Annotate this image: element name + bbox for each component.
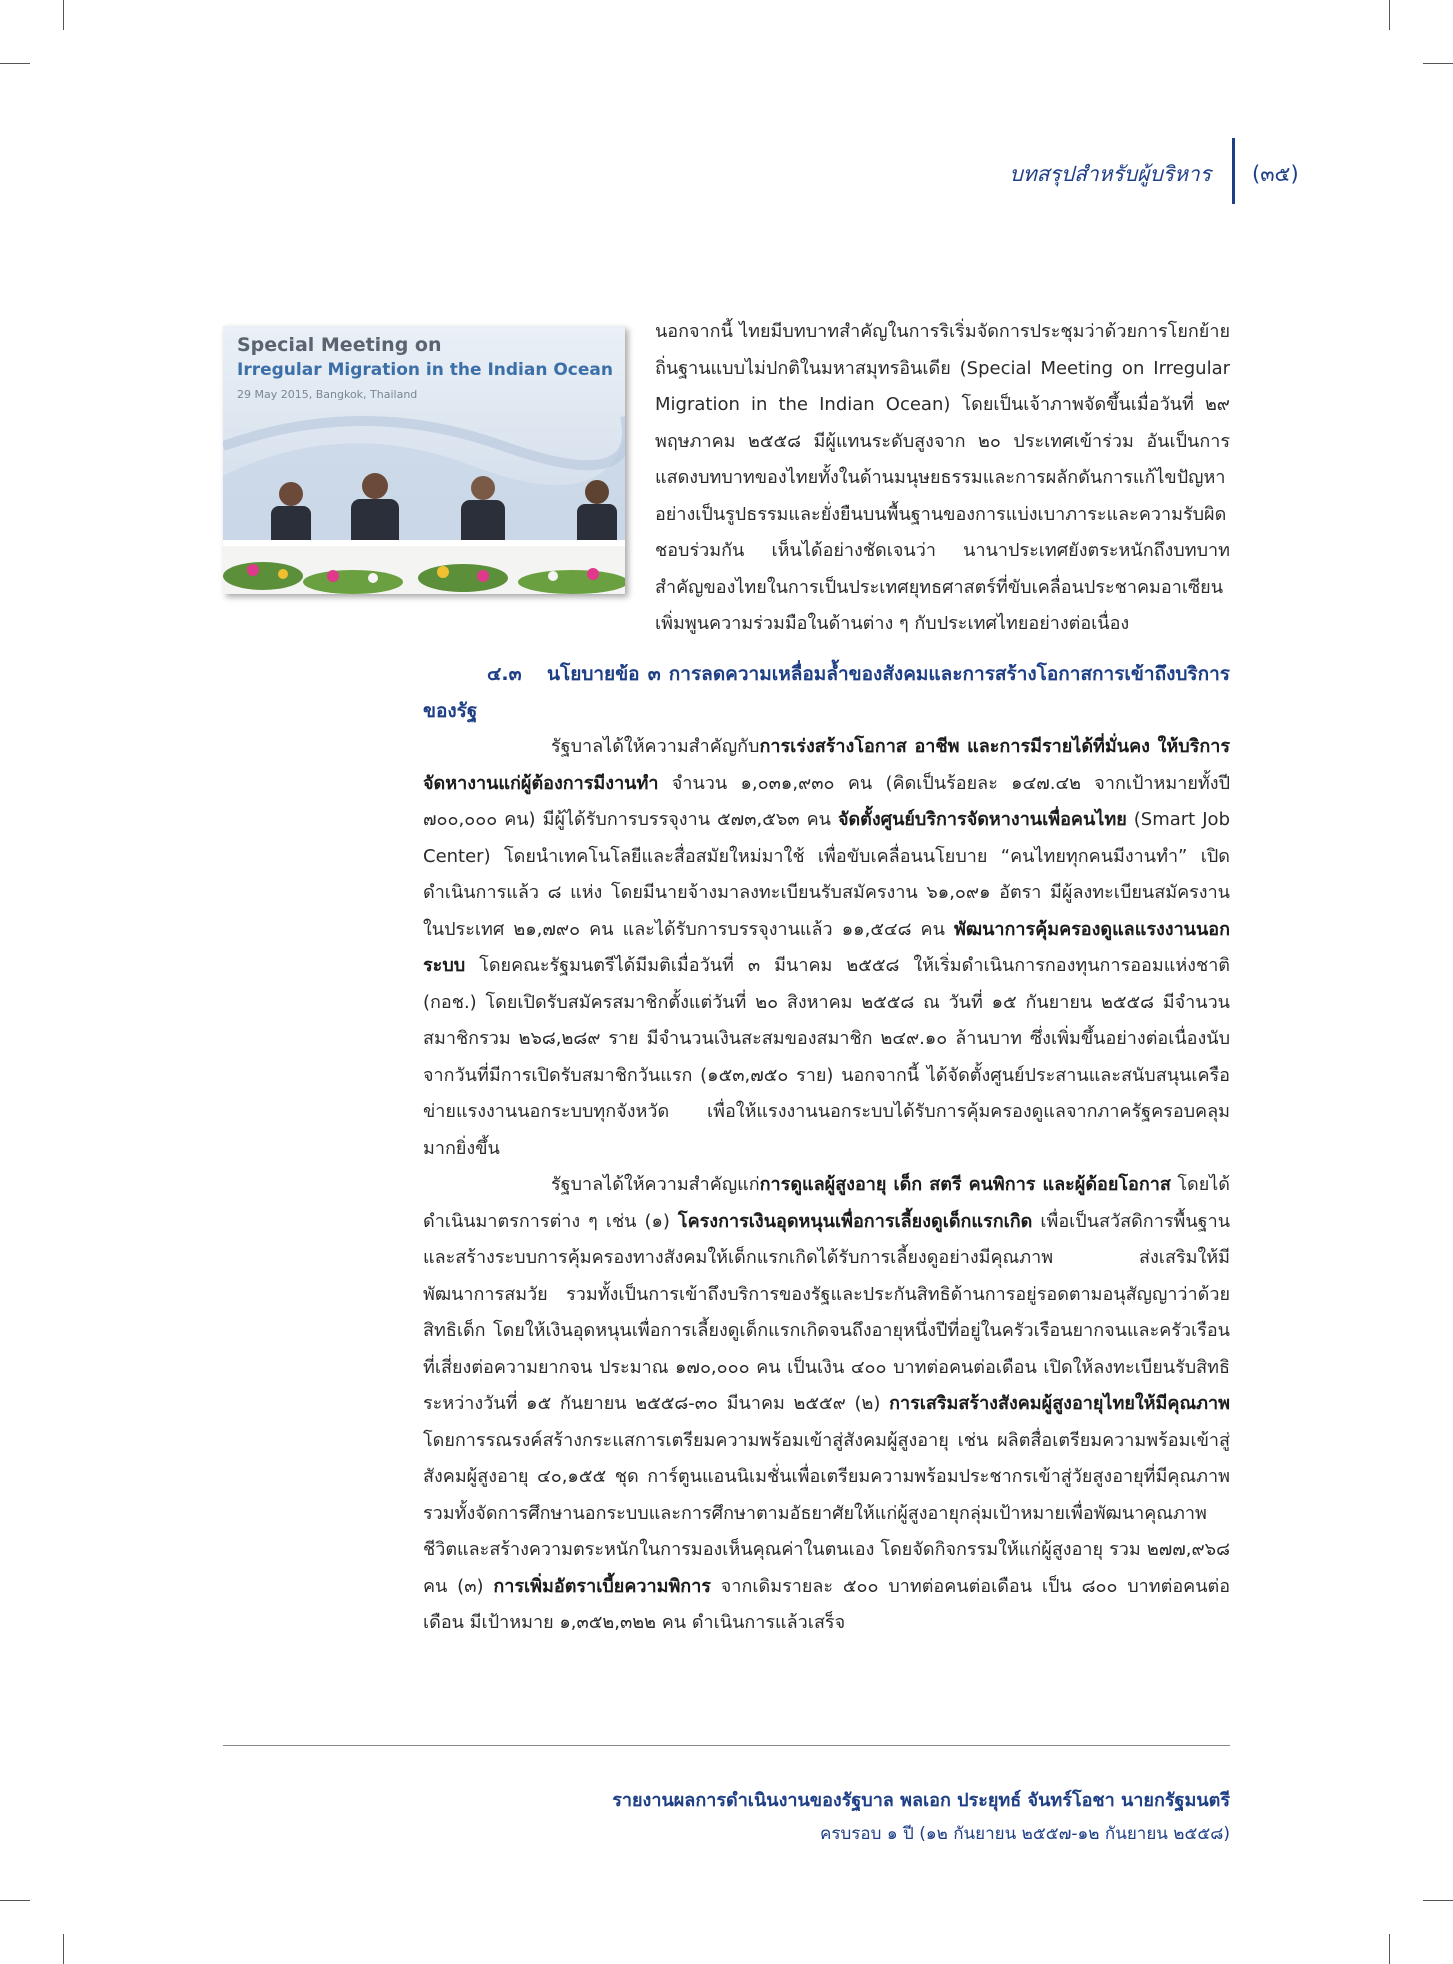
crop-mark — [1389, 0, 1390, 30]
crop-mark — [1423, 63, 1453, 64]
text-run: โดยได้ดำเนินมาตรการต่าง ๆ เช่น (๑) — [423, 1174, 1230, 1232]
footer-divider — [223, 1745, 1230, 1746]
section-number: ๔.๓ — [487, 663, 522, 685]
meeting-photo — [223, 326, 625, 594]
crop-mark — [1389, 1934, 1390, 1964]
footer-report-period: ครบรอบ ๑ ปี (๑๒ กันยายน ๒๕๕๗-๑๒ กันยายน ๒๕๕๘) — [819, 1824, 1230, 1844]
banner-title: Special Meeting on — [237, 334, 442, 356]
bold-run: การเสริมสร้างสังคมผู้สูงอายุไทยให้มีคุณภาพ — [889, 1393, 1230, 1414]
main-body — [423, 656, 1230, 1642]
crop-mark — [0, 63, 30, 64]
text-run: จากเดิมรายละ ๕๐๐ บาทต่อคนต่อเดือน เป็น ๘๐๐ บาทต่อคนต่อเดือน มีเป้าหมาย ๑,๓๕๒,๓๒๒ คน ดำเนินการแล้วเสร็จ — [423, 1575, 1230, 1633]
bold-run: โครงการเงินอุดหนุนเพื่อการเลี้ยงดูเด็กแรกเกิด — [677, 1210, 1033, 1232]
text-run: รัฐบาลได้ให้ความสำคัญกับ — [551, 736, 760, 757]
text-run: จำนวน ๑,๐๓๑,๙๓๐ คน (คิดเป็นร้อยละ ๑๔๗.๔๒ จากเป้าหมายทั้งปี ๗๐๐,๐๐๐ คน) มีผู้ได้รับการบรรจุงาน ๕๗๓,๕๖๓ คน — [423, 772, 1230, 830]
intro-text: นอกจากนี้ ไทยมีบทบาทสำคัญในการริเริ่มจัดการประชุมว่าด้วยการโยกย้ายถิ่นฐานแบบไม่ปกติในมหาสมุทรอินเดีย (Special Meeting on Irregular Migration in the Indian Ocean) โดยเป็นเจ้าภาพจัดขึ้นเมื่อวันที่ ๒๙ พฤษภาคม ๒๕๕๘ มีผู้แทนระดับสูงจาก ๒๐ ประเทศเข้าร่วม อันเป็นการแสดงบทบาทของไทยทั้งในด้านมนุษยธรรมและการผลักดันการแก้ไขปัญหาอย่างเป็นรูปธรรมและยั่งยืนบนพื้นฐานของการแบ่งเบาภาระและความรับผิดชอบร่วมกัน เห็นได้อย่างชัดเจนว่า นานาประเทศยังตระหนักถึงบทบาทสำคัญของไทยในการเป็นประเทศยุทธศาสตร์ที่ขับเคลื่อนประชาคมอาเซียน เพิ่มพูนความร่วมมือในด้านต่าง ๆ กับประเทศไทยอย่างต่อเนื่อง — [655, 321, 1230, 634]
bold-run: การเร่งสร้างโอกาส อาชีพ และการมีรายได้ที่มั่นคง ให้บริการจัดหางานแก่ผู้ต้องการมีงานทำ — [423, 736, 1230, 794]
crop-mark — [63, 1934, 64, 1964]
paragraph-welfare — [423, 1167, 1230, 1642]
text-run: โดยคณะรัฐมนตรีได้มีมติเมื่อวันที่ ๓ มีนาคม ๒๕๕๘ ให้เริ่มดำเนินการกองทุนการออมแห่งชาติ (กอช.) โดยเปิดรับสมัครสมาชิกตั้งแต่วันที่ ๒๐ สิงหาคม ๒๕๕๘ ณ วันที่ ๑๕ กันยายน ๒๕๕๘ มีจำนวนสมาชิกรวม ๒๖๘,๒๘๙ ราย มีจำนวนเงินสะสมของสมาชิก ๒๔๙.๑๐ ล้านบาท ซึ่งเพิ่มขึ้นอย่างต่อเนื่องนับจากวันที่มีการเปิดรับสมาชิกวันแรก (๑๕๓,๗๕๐ ราย) นอกจากนี้ ได้จัดตั้งศูนย์ประสานและสนับสนุนเครือข่ายแรงงานนอกระบบทุกจังหวัด เพื่อให้แรงงานนอกระบบได้รับการคุ้มครองดูแลจากภาครัฐครอบคลุมมากยิ่งขึ้น — [423, 955, 1230, 1159]
paragraph-employment — [423, 729, 1230, 1167]
banner-date: 29 May 2015, Bangkok, Thailand — [237, 388, 418, 401]
crop-mark — [0, 1900, 30, 1901]
bold-run: การเพิ่มอัตราเบี้ยความพิการ — [493, 1575, 711, 1597]
bold-run: จัดตั้งศูนย์บริการจัดหางานเพื่อคนไทย — [837, 809, 1127, 830]
banner-subtitle: Irregular Migration in the Indian Ocean — [237, 360, 613, 380]
crop-mark — [63, 0, 64, 30]
text-run: เพื่อเป็นสวัสดิการพื้นฐานและสร้างระบบการคุ้มครองทางสังคมให้เด็กแรกเกิดได้รับการเลี้ยงดูอย่างมีคุณภาพ ส่งเสริมให้มีพัฒนาการสมวัย รวมทั้งเป็นการเข้าถึงบริการของรัฐและประกันสิทธิด้านการอยู่รอดตามอนุสัญญาว่าด้วยสิทธิเด็ก โดยให้เงินอุดหนุนเพื่อการเลี้ยงดูเด็กแรกเกิดจนถึงอายุหนึ่งปีที่อยู่ในครัวเรือนยากจนและครัวเรือนที่เสี่ยงต่อความยากจน ประมาณ ๑๗๐,๐๐๐ คน เป็นเงิน ๔๐๐ บาทต่อคนต่อเดือน เปิดให้ลงทะเบียนรับสิทธิระหว่างวันที่ ๑๕ กันยายน ๒๕๕๘-๓๐ มีนาคม ๒๕๕๙ (๒) — [423, 1210, 1230, 1414]
crop-mark — [1423, 1900, 1453, 1901]
text-run: รัฐบาลได้ให้ความสำคัญแก่ — [551, 1174, 760, 1195]
section-title: นโยบายข้อ ๓ การลดความเหลื่อมล้ำของสังคมและการสร้างโอกาสการเข้าถึงบริการของรัฐ — [423, 663, 1230, 722]
section-heading — [423, 656, 1230, 729]
footer-report-title: รายงานผลการดำเนินงานของรัฐบาล พลเอก ประยุทธ์ จันทร์โอชา นายกรัฐมนตรี — [612, 1790, 1230, 1811]
bold-run: การดูแลผู้สูงอายุ เด็ก สตรี คนพิการ และผู้ด้อยโอกาส — [759, 1174, 1171, 1195]
text-run: (Smart Job Center) โดยนำเทคโนโลยีและสื่อสมัยใหม่มาใช้ เพื่อขับเคลื่อนนโยบาย “คนไทยทุกคนมีงานทำ” เปิดดำเนินการแล้ว ๘ แห่ง โดยมีนายจ้างมาลงทะเบียนรับสมัครงาน ๖๑,๐๙๑ อัตรา มีผู้ลงทะเบียนสมัครงานในประเทศ ๒๑,๗๙๐ คน และได้รับการบรรจุงานแล้ว ๑๑,๕๔๘ คน — [423, 809, 1230, 940]
running-header-title: บทสรุปสำหรับผู้บริหาร — [1009, 162, 1211, 186]
header-divider — [1232, 138, 1235, 204]
text-run: โดยการรณรงค์สร้างกระแสการเตรียมความพร้อมเข้าสู่สังคมผู้สูงอายุ เช่น ผลิตสื่อเตรียมความพร้อมเข้าสู่สังคมผู้สูงอายุ ๔๐,๑๕๕ ชุด การ์ตูนแอนนิเมชั่นเพื่อเตรียมความพร้อมประชากรเข้าสู่วัยสูงอายุที่มีคุณภาพ รวมทั้งจัดการศึกษานอกระบบและการศึกษาตามอัธยาศัยให้แก่ผู้สูงอายุกลุ่มเป้าหมายเพื่อพัฒนาคุณภาพชีวิตและสร้างความตระหนักในการมองเห็นคุณค่าในตนเอง โดยจัดกิจกรรมให้แก่ผู้สูงอายุ รวม ๒๗๗,๙๖๘ คน (๓) — [423, 1429, 1230, 1597]
intro-paragraph — [655, 314, 1230, 643]
bold-run: พัฒนาการคุ้มครองดูแลแรงงานนอกระบบ — [423, 918, 1230, 976]
page-number: (๓๕) — [1252, 162, 1299, 186]
panel-scene — [223, 326, 625, 594]
